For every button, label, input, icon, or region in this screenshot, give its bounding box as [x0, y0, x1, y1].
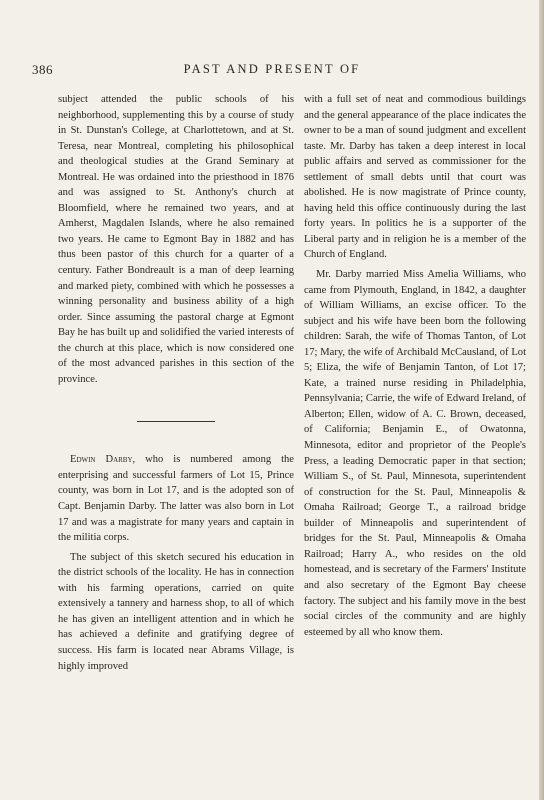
paragraph-text: who is numbered among the enterprising and successful farmers of Lot 15, Prince county, was born in Lot 17, and is the adopted son of Capt. Benjamin Darby. The latter was also born in Lot 17 and was a magistrate for many years and captain in the militia corps. — [58, 454, 294, 544]
right-column — [304, 92, 526, 640]
section-divider — [137, 421, 215, 422]
paragraph-family: Mr. Darby married Miss Amelia Williams, who came from Plymouth, England, in 1842, a daughter of William Williams, an excise officer. To the subject and his wife have been born the following children: Sarah, the wife of Thomas Tanton, of Lot 17; Mary, the wife of Archibald McCausland, of Lot 5; Eliza, the wife of Benjamin Tanton, of Lot 17; Kate, a trained nurse residing in Philadelphia, Pennsylvania; Carrie, the wife of Edward Ireland, of Alberton; Ellen, widow of A. C. Brown, deceased, of California; Benjamin E., of Owatonna, Minnesota, editor and proprietor of the People's Press, a leading Democratic paper in that section; William S., of St. Paul, Minnesota, superintendent of construction for the St. Paul, Minneapolis & Omaha Railroad; George T., a railroad bridge builder of Minneapolis and superintendent of bridges for the St. Paul, Minneapolis & Omaha Railroad; Harry A., who resides on the old homestead, and is secretary of the Farmers' Institute and also secretary of the Egmont Bay cheese factory. The subject and his family move in the best social circles of the community and are highly esteemed by all who know them. — [304, 269, 526, 638]
page-number: 386 — [32, 62, 53, 77]
subject-name: Edwin Darby, — [70, 454, 136, 466]
paragraph-education: The subject of this sketch secured his education in the district schools of the locality. He has in connection with his farming operations, carried on quite extensively a tannery and harness shop, to all of which he has given an intelligent attention and in which he has achieved a definite and gratifying degree of success. His farm is located near Abrams Village, is highly improved — [58, 551, 294, 672]
running-head: PAST AND PRESENT OF — [183, 62, 361, 76]
paragraph-edwin-darby — [58, 452, 294, 545]
left-column — [58, 92, 294, 674]
paragraph-farm-continued: with a full set of neat and commodious buildings and the general appearance of the place indicates the owner to be a man of sound judgment and excellent taste. Mr. Darby has taken a deep interest in local public affairs and served as commissioner for the settlement of small debts until that court was abolished. He is now magistrate of Prince county, having held this office continuously during the last forty years. In politics he is a supporter of the Liberal party and in religion he is a member of the Church of England. — [304, 94, 526, 261]
paragraph-continued: subject attended the public schools of his neighborhood, supplementing this by a course of study in St. Dunstan's College, at Charlottetown, and at St. Teresa, near Montreal, completing his philosophical and theological studies at the Grand Seminary at Montreal. He was ordained into the priesthood in 1876 and was assigned to St. Anthony's church at Bloomfield, where he remained two years, and at Amherst, Magdalen Islands, where he also remained two years. He came to Egmont Bay in 1882 and has thus been pastor of this church for a quarter of a century. Father Bondreault is a man of deep learning and marked piety, combined with which he possesses a winning personality and business ability of a high order. Since assuming the pastoral charge at Egmont Bay he has built up and solidified the varied interests of the church at this place, which is now considered one of the most advanced parishes in this section of the province. — [58, 94, 294, 385]
page-edge-shadow — [539, 0, 544, 800]
